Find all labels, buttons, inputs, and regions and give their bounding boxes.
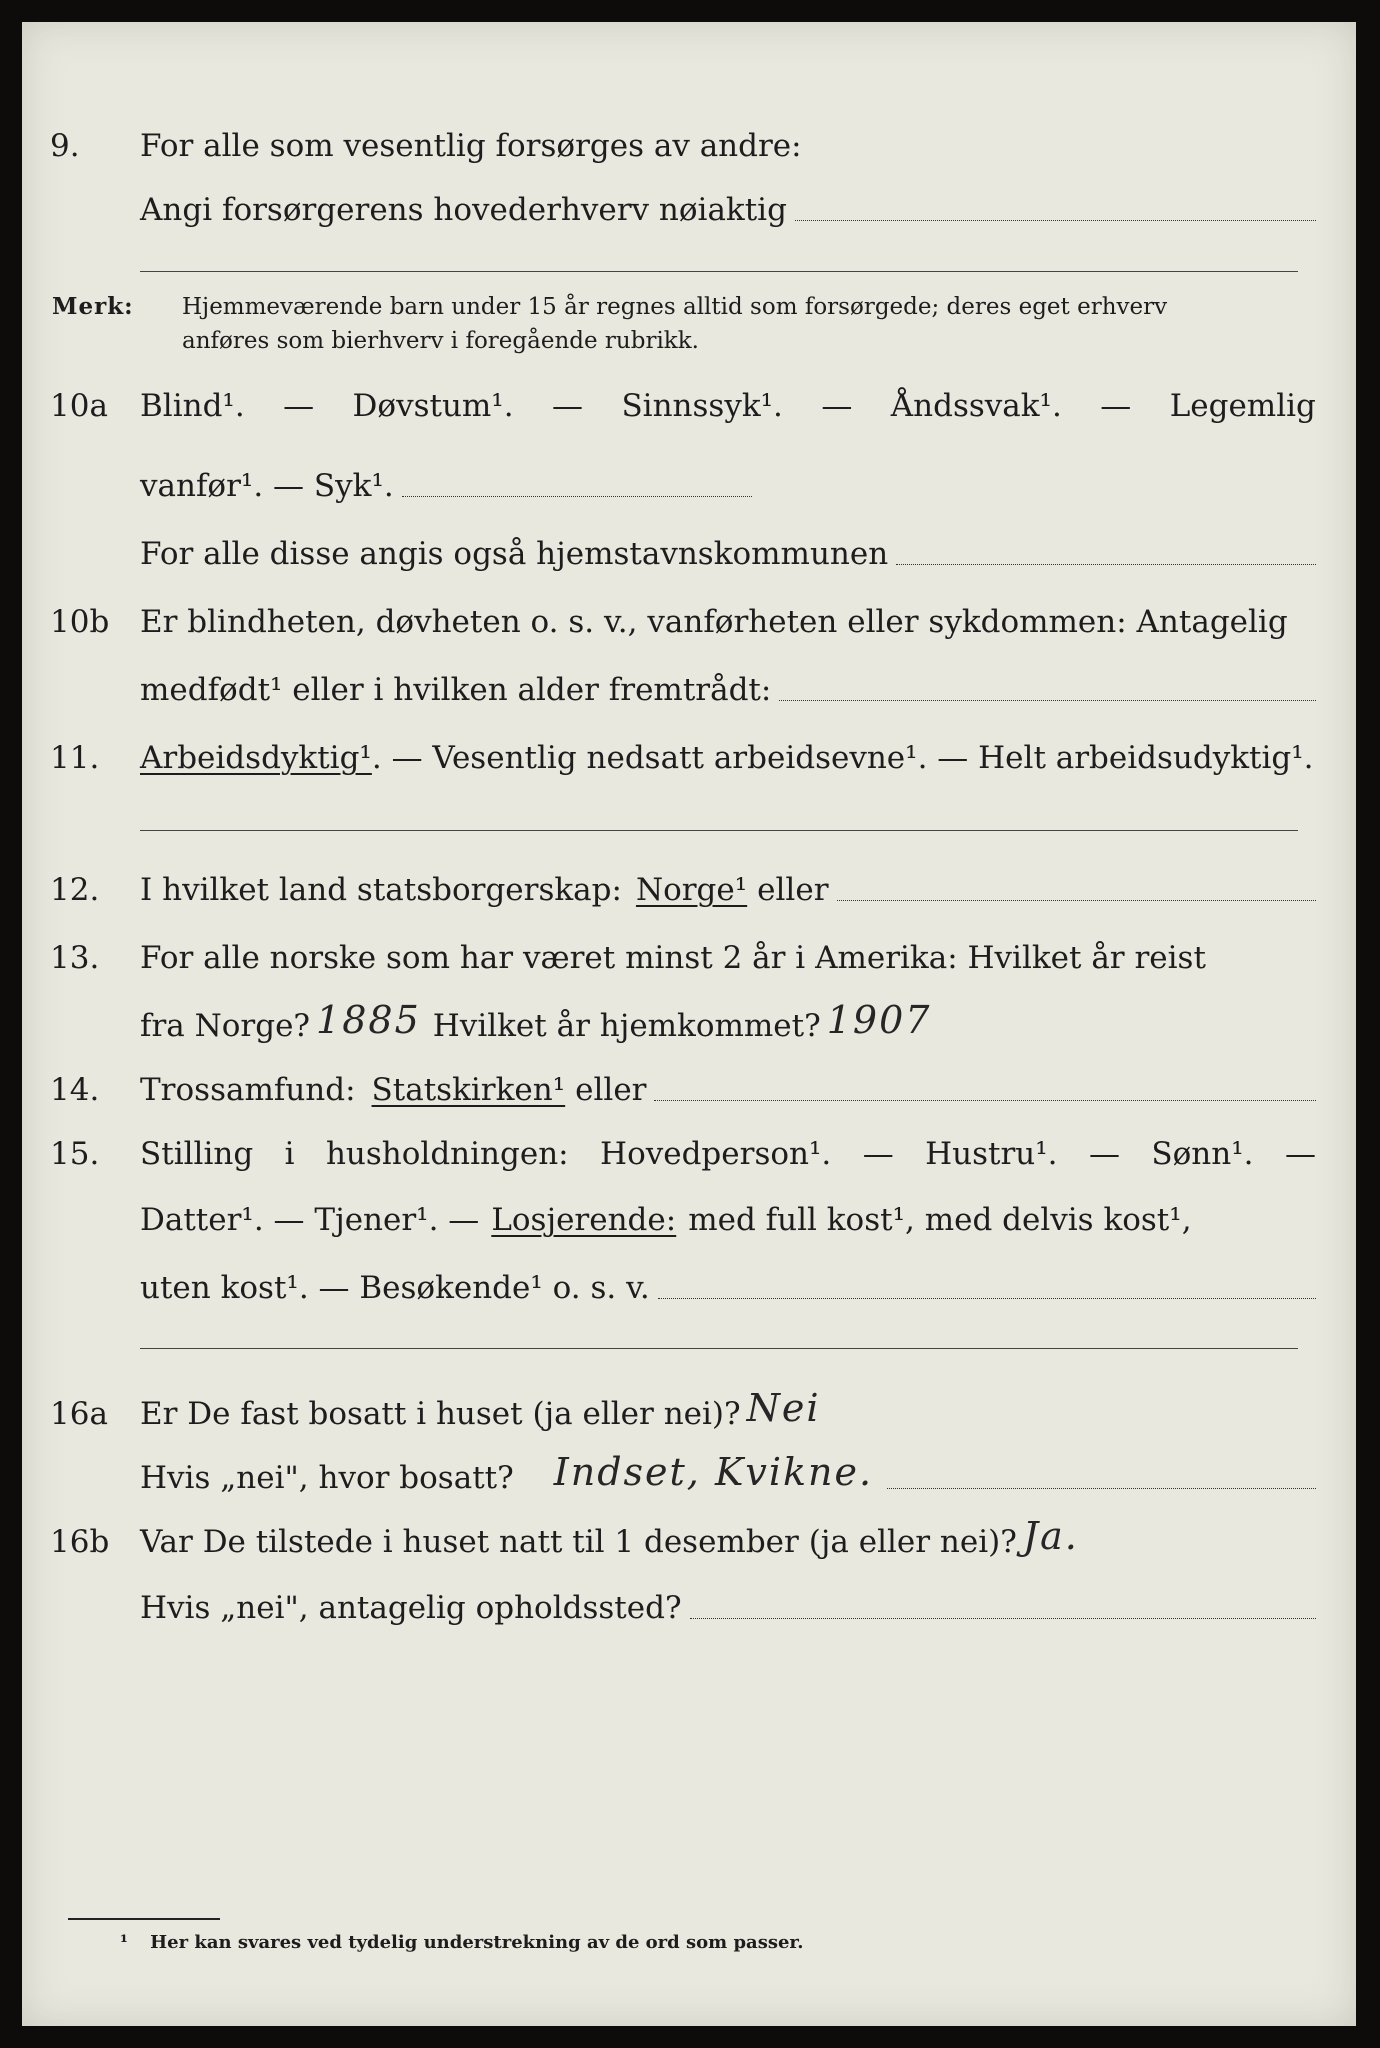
q14-statskirken-underlined: Statskirken¹ [371,1072,566,1108]
merk-text-2: anføres som bierhverv i foregående rubrikk. [182,328,699,354]
q14-number: 14. [50,1072,100,1108]
q15-losjerende-underlined: Losjerende: [491,1202,677,1238]
q16a-answer[interactable]: Nei [746,1386,821,1430]
footnote-mark: ¹ [120,1932,128,1953]
q12-number: 12. [50,872,100,908]
q12-answer-line[interactable] [837,900,1316,901]
q16b-answer[interactable]: Ja. [1022,1514,1079,1558]
q11-options: . — Vesentlig nedsatt arbeidsevne¹. — Helt arbeidsudyktig¹. [371,740,1314,776]
merk-label: Merk: [52,293,134,320]
q16a-line2 [22,1450,1316,1498]
q12-norge-underlined: Norge¹ [635,872,748,908]
q12-line [22,870,1316,910]
q16b-opholdssted-label: Hvis „nei", antagelig opholdssted? [140,1590,682,1626]
q16a-bosatt-line[interactable] [887,1488,1316,1489]
q16b-number: 16b [50,1524,110,1560]
q10a-hjemstavn-line[interactable] [896,564,1316,565]
q13-reist-answer[interactable]: 1885 [316,998,421,1042]
q15-answer-rule[interactable] [140,1348,1298,1349]
q16b-line2 [22,1588,1316,1628]
q13-number: 13. [50,940,100,976]
q13-hjemkommet-label: Hvilket år hjemkommet? [432,1008,821,1044]
merk-text-1: Hjemmeværende barn under 15 år regnes alltid som forsørgede; deres eget erhverv [182,294,1168,320]
q9-answer-line[interactable] [795,220,1316,221]
q10a-question: Blind¹. — Døvstum¹. — Sinnssyk¹. — Åndssvak¹. — Legemlig [140,388,1316,424]
q10b-answer-line[interactable] [779,700,1316,701]
q9-answer-rule[interactable] [140,271,1298,272]
q16b-line1 [22,1514,1316,1562]
q11-arbeidsdyktig-underlined: Arbeidsdyktig¹ [140,740,372,776]
q10a-line2 [22,466,1316,506]
q13-question: For alle norske som har været minst 2 år i Amerika: Hvilket år reist [140,940,1206,976]
q16a-question: Er De fast bosatt i huset (ja eller nei)? [140,1396,741,1432]
q14-line [22,1070,1316,1110]
census-form-page [22,22,1356,2026]
q10a-question-cont: vanfør¹. — Syk¹. [140,468,394,504]
q16a-number: 16a [50,1396,108,1432]
q15-options-b: med full kost¹, med delvis kost¹, [688,1202,1192,1238]
q15-options-c: uten kost¹. — Besøkende¹ o. s. v. [140,1270,650,1306]
q9-line2 [22,190,1316,230]
q15-line2 [22,1200,1316,1240]
q14-eller: eller [575,1072,647,1108]
q9-question-cont: Angi forsørgerens hovederhverv nøiaktig [140,192,787,228]
q11-line [22,738,1316,778]
q10b-line1 [22,602,1316,642]
q9-number: 9. [50,128,80,164]
q13-line2 [22,998,1316,1046]
q16a-bosatt-label: Hvis „nei", hvor bosatt? [140,1460,514,1496]
merk-note [52,290,1256,358]
footnote [120,1932,804,1953]
q14-label: Trossamfund: [140,1072,356,1108]
q15-options-a: Datter¹. — Tjener¹. — [140,1202,480,1238]
q10a-hjemstavn-label: For alle disse angis også hjemstavnskommunen [140,536,889,572]
q10b-question-cont: medfødt¹ eller i hvilken alder fremtrådt: [140,672,772,708]
q12-eller: eller [757,872,829,908]
q16b-opholdssted-line[interactable] [690,1618,1316,1619]
q13-line1 [22,938,1316,978]
q12-question: I hvilket land statsborgerskap: [140,872,622,908]
q15-question: Stilling i husholdningen: Hovedperson¹. — Hustru¹. — Sønn¹. — [140,1136,1316,1172]
q13-reist-label: fra Norge? [140,1008,311,1044]
q10b-question: Er blindheten, døvheten o. s. v., vanførheten eller sykdommen: Antagelig [140,604,1288,640]
q15-line3 [22,1268,1316,1308]
q10b-number: 10b [50,604,110,640]
q10a-line1 [22,386,1316,426]
q11-number: 11. [50,740,100,776]
q16a-bosatt-answer[interactable]: Indset, Kvikne. [553,1450,874,1494]
q15-answer-line[interactable] [658,1298,1316,1299]
q15-line1 [22,1134,1316,1174]
q9-question: For alle som vesentlig forsørges av andre: [140,128,802,164]
q16a-line1 [22,1386,1316,1434]
q13-hjemkommet-answer[interactable]: 1907 [826,998,932,1042]
q9-line1 [22,126,1316,166]
q10b-line2 [22,670,1316,710]
footnote-rule [68,1918,220,1920]
q16b-question: Var De tilstede i huset natt til 1 desember (ja eller nei)? [140,1524,1017,1560]
q10a-answer-line[interactable] [402,496,752,497]
footnote-text: Her kan svares ved tydelig understrekning av de ord som passer. [150,1932,804,1953]
q10a-line3 [22,534,1316,574]
q15-number: 15. [50,1136,100,1172]
q10a-number: 10a [50,388,108,424]
q11-answer-rule[interactable] [140,830,1298,831]
q14-answer-line[interactable] [654,1100,1316,1101]
